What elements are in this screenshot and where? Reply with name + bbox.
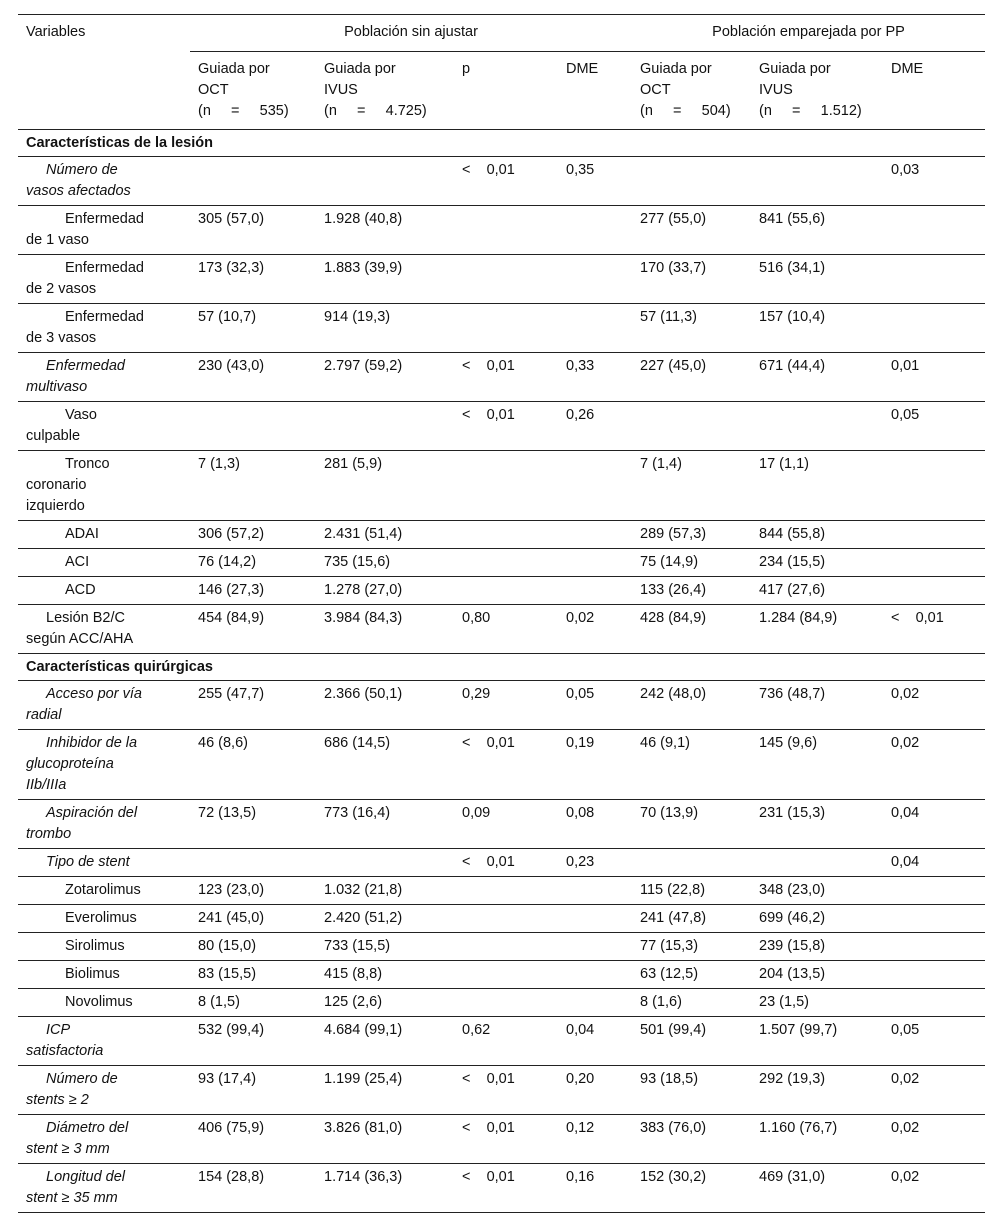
section-surgical-characteristics: [18, 654, 985, 681]
cell-oct-unadjusted: 154 (28,8): [190, 1164, 316, 1213]
row-variable-line: Número de: [46, 1071, 118, 1087]
cell-dme-matched: 0,04: [883, 800, 985, 849]
cell-oct-unadjusted: 57 (10,7): [190, 304, 316, 353]
cell-oct-matched: 383 (76,0): [632, 1115, 751, 1164]
row-variable: [18, 157, 190, 206]
cell-dme-unadjusted: [558, 521, 632, 549]
cell-dme-unadjusted: 0,19: [558, 730, 632, 800]
cell-dme-matched: 0,05: [883, 1017, 985, 1066]
cell-ivus-matched: 239 (15,8): [751, 933, 883, 961]
cell-ivus-unadjusted: [316, 157, 454, 206]
row-variable: [18, 933, 190, 961]
cell-dme-matched: [883, 577, 985, 605]
row-variable-line: Zotarolimus: [65, 882, 141, 898]
cell-ivus-unadjusted: 733 (15,5): [316, 933, 454, 961]
cell-oct-unadjusted: 7 (1,3): [190, 451, 316, 521]
cell-p-value: < 0,01: [454, 730, 558, 800]
cell-dme-matched: 0,05: [883, 402, 985, 451]
header-ivus-matched-line-1: Guiada por: [759, 61, 831, 77]
cell-dme-unadjusted: [558, 577, 632, 605]
row-variable: [18, 605, 190, 654]
table-row: [18, 1066, 985, 1115]
cell-oct-unadjusted: 230 (43,0): [190, 353, 316, 402]
cell-oct-unadjusted: [190, 157, 316, 206]
row-variable: [18, 877, 190, 905]
cell-ivus-unadjusted: 2.420 (51,2): [316, 905, 454, 933]
cell-dme-matched: < 0,01: [883, 605, 985, 654]
cell-ivus-matched: 844 (55,8): [751, 521, 883, 549]
row-variable-line: ADAI: [65, 526, 99, 542]
cell-dme-matched: [883, 521, 985, 549]
header-ivus-unadjusted-line-3: (n = 4.725): [324, 103, 427, 119]
cell-dme-unadjusted: [558, 255, 632, 304]
cell-oct-matched: [632, 157, 751, 206]
row-variable: [18, 577, 190, 605]
cell-ivus-unadjusted: 281 (5,9): [316, 451, 454, 521]
table-row: [18, 800, 985, 849]
cell-ivus-unadjusted: 1.928 (40,8): [316, 206, 454, 255]
cell-oct-unadjusted: 83 (15,5): [190, 961, 316, 989]
row-variable-line: Acceso por vía: [46, 686, 142, 702]
cell-p-value: [454, 521, 558, 549]
cell-ivus-unadjusted: 3.984 (84,3): [316, 605, 454, 654]
header-ivus-unadjusted: [316, 52, 454, 130]
cell-dme-matched: 0,01: [883, 353, 985, 402]
cell-dme-unadjusted: 0,16: [558, 1164, 632, 1213]
row-variable-line: Enfermedad: [65, 309, 144, 325]
cell-p-value: < 0,01: [454, 402, 558, 451]
cell-dme-matched: [883, 961, 985, 989]
row-variable: [18, 255, 190, 304]
cell-p-value: < 0,01: [454, 849, 558, 877]
cell-ivus-matched: 516 (34,1): [751, 255, 883, 304]
cell-oct-unadjusted: 406 (75,9): [190, 1115, 316, 1164]
row-variable-line: ACD: [65, 582, 96, 598]
row-variable-line: stents ≥ 2: [26, 1092, 89, 1108]
cell-oct-matched: 57 (11,3): [632, 304, 751, 353]
cell-dme-matched: [883, 451, 985, 521]
cell-dme-unadjusted: [558, 905, 632, 933]
cell-oct-unadjusted: 241 (45,0): [190, 905, 316, 933]
row-variable-line: radial: [26, 707, 62, 723]
cell-oct-unadjusted: 306 (57,2): [190, 521, 316, 549]
cell-p-value: [454, 255, 558, 304]
cell-dme-matched: 0,02: [883, 681, 985, 730]
header-ivus-matched: [751, 52, 883, 130]
row-variable-line: Vaso: [65, 407, 97, 423]
cell-p-value: [454, 577, 558, 605]
cell-ivus-unadjusted: 735 (15,6): [316, 549, 454, 577]
cell-p-value: 0,80: [454, 605, 558, 654]
row-variable: [18, 961, 190, 989]
cell-ivus-matched: 292 (19,3): [751, 1066, 883, 1115]
row-variable-line: según ACC/AHA: [26, 631, 134, 647]
cell-oct-matched: [632, 402, 751, 451]
cell-dme-unadjusted: [558, 989, 632, 1017]
cell-ivus-unadjusted: 2.431 (51,4): [316, 521, 454, 549]
table-row: [18, 255, 985, 304]
cell-dme-unadjusted: 0,35: [558, 157, 632, 206]
cell-oct-unadjusted: 93 (17,4): [190, 1066, 316, 1115]
cell-dme-unadjusted: 0,23: [558, 849, 632, 877]
cell-dme-unadjusted: 0,02: [558, 605, 632, 654]
cell-oct-unadjusted: 80 (15,0): [190, 933, 316, 961]
row-variable: [18, 549, 190, 577]
cell-dme-matched: 0,04: [883, 849, 985, 877]
row-variable-line: Novolimus: [65, 994, 133, 1010]
header-oct-unadjusted-line-1: Guiada por: [198, 61, 270, 77]
cell-p-value: < 0,01: [454, 1115, 558, 1164]
table-row: [18, 933, 985, 961]
table-row: [18, 1115, 985, 1164]
header-oct-unadjusted: [190, 52, 316, 130]
table-row: [18, 681, 985, 730]
header-blank: [18, 52, 190, 130]
cell-ivus-matched: 348 (23,0): [751, 877, 883, 905]
row-variable: [18, 989, 190, 1017]
cell-p-value: < 0,01: [454, 157, 558, 206]
cell-oct-matched: 227 (45,0): [632, 353, 751, 402]
row-variable-line: Enfermedad: [65, 211, 144, 227]
cell-oct-unadjusted: 123 (23,0): [190, 877, 316, 905]
cell-dme-unadjusted: 0,26: [558, 402, 632, 451]
cell-oct-matched: 289 (57,3): [632, 521, 751, 549]
cell-dme-unadjusted: [558, 549, 632, 577]
table-row: [18, 1017, 985, 1066]
cell-ivus-unadjusted: 125 (2,6): [316, 989, 454, 1017]
table-row: [18, 402, 985, 451]
row-variable-line: izquierdo: [26, 498, 85, 514]
cell-dme-matched: [883, 989, 985, 1017]
cell-ivus-matched: 469 (31,0): [751, 1164, 883, 1213]
cell-ivus-unadjusted: 3.826 (81,0): [316, 1115, 454, 1164]
cell-oct-matched: 8 (1,6): [632, 989, 751, 1017]
row-variable: [18, 800, 190, 849]
row-variable-line: Lesión B2/C: [46, 610, 125, 626]
row-variable-line: satisfactoria: [26, 1043, 104, 1059]
cell-oct-matched: 77 (15,3): [632, 933, 751, 961]
cell-oct-unadjusted: 454 (84,9): [190, 605, 316, 654]
cell-p-value: [454, 877, 558, 905]
row-variable-line: glucoproteína: [26, 756, 114, 772]
header-oct-matched-line-1: Guiada por: [640, 61, 712, 77]
cell-p-value: [454, 961, 558, 989]
row-variable-line: ACI: [65, 554, 90, 570]
row-variable-line: IIb/IIIa: [26, 777, 67, 793]
cell-dme-matched: 0,02: [883, 1164, 985, 1213]
header-oct-matched: [632, 52, 751, 130]
row-variable: [18, 1164, 190, 1213]
header-row-columns: [18, 52, 985, 130]
table-row: [18, 849, 985, 877]
table-row: [18, 353, 985, 402]
header-variables: Variables: [18, 15, 190, 52]
row-variable-line: Inhibidor de la: [46, 735, 138, 751]
cell-dme-matched: [883, 206, 985, 255]
cell-dme-matched: 0,02: [883, 1115, 985, 1164]
table-row: [18, 877, 985, 905]
cell-dme-unadjusted: [558, 877, 632, 905]
table-row: [18, 577, 985, 605]
table-row: [18, 521, 985, 549]
row-variable-line: stent ≥ 3 mm: [26, 1141, 110, 1157]
cell-ivus-matched: 234 (15,5): [751, 549, 883, 577]
header-ivus-unadjusted-line-2: IVUS: [324, 82, 358, 98]
cell-ivus-unadjusted: 914 (19,3): [316, 304, 454, 353]
cell-ivus-unadjusted: [316, 402, 454, 451]
cell-ivus-matched: 204 (13,5): [751, 961, 883, 989]
cell-dme-unadjusted: 0,20: [558, 1066, 632, 1115]
row-variable-line: de 2 vasos: [26, 281, 97, 297]
cell-dme-matched: [883, 549, 985, 577]
header-ivus-matched-line-3: (n = 1.512): [759, 103, 862, 119]
cell-oct-matched: 115 (22,8): [632, 877, 751, 905]
cell-dme-unadjusted: 0,12: [558, 1115, 632, 1164]
header-oct-matched-line-2: OCT: [640, 82, 671, 98]
header-dme-unadjusted: DME: [558, 52, 632, 130]
cell-ivus-unadjusted: 1.032 (21,8): [316, 877, 454, 905]
row-variable-line: vasos afectados: [26, 183, 131, 199]
row-variable-line: Longitud del: [46, 1169, 126, 1185]
cell-ivus-matched: 231 (15,3): [751, 800, 883, 849]
cell-oct-matched: 46 (9,1): [632, 730, 751, 800]
cell-dme-unadjusted: 0,08: [558, 800, 632, 849]
cell-dme-matched: [883, 905, 985, 933]
cell-oct-unadjusted: [190, 402, 316, 451]
cell-p-value: < 0,01: [454, 1164, 558, 1213]
row-variable: [18, 521, 190, 549]
cell-oct-matched: 7 (1,4): [632, 451, 751, 521]
row-variable: [18, 1115, 190, 1164]
table-row: [18, 989, 985, 1017]
row-variable: [18, 402, 190, 451]
cell-dme-unadjusted: 0,33: [558, 353, 632, 402]
row-variable-line: de 3 vasos: [26, 330, 97, 346]
header-oct-unadjusted-line-2: OCT: [198, 82, 229, 98]
cell-oct-matched: [632, 849, 751, 877]
row-variable-line: Diámetro del: [46, 1120, 129, 1136]
cell-ivus-unadjusted: 1.278 (27,0): [316, 577, 454, 605]
cell-oct-unadjusted: 46 (8,6): [190, 730, 316, 800]
table-row: [18, 304, 985, 353]
section-surgical-characteristics-label: Características quirúrgicas: [18, 654, 985, 681]
cell-oct-matched: 170 (33,7): [632, 255, 751, 304]
header-group-unadjusted: Población sin ajustar: [190, 15, 632, 52]
cell-oct-matched: 70 (13,9): [632, 800, 751, 849]
cell-oct-matched: 152 (30,2): [632, 1164, 751, 1213]
header-row-groups: [18, 15, 985, 52]
cell-ivus-matched: [751, 157, 883, 206]
table-row: [18, 905, 985, 933]
row-variable-line: Sirolimus: [65, 938, 125, 954]
header-oct-unadjusted-line-3: (n = 535): [198, 103, 289, 119]
row-variable: [18, 1017, 190, 1066]
cell-oct-matched: 133 (26,4): [632, 577, 751, 605]
cell-dme-matched: [883, 304, 985, 353]
row-variable-line: Everolimus: [65, 910, 137, 926]
cell-dme-matched: 0,02: [883, 730, 985, 800]
cell-p-value: [454, 933, 558, 961]
cell-ivus-unadjusted: 1.883 (39,9): [316, 255, 454, 304]
row-variable-line: coronario: [26, 477, 87, 493]
row-variable-line: stent ≥ 35 mm: [26, 1190, 118, 1206]
cell-oct-matched: 75 (14,9): [632, 549, 751, 577]
cell-dme-unadjusted: [558, 304, 632, 353]
cell-p-value: < 0,01: [454, 1066, 558, 1115]
row-variable: [18, 730, 190, 800]
row-variable: [18, 304, 190, 353]
cell-p-value: [454, 549, 558, 577]
row-variable: [18, 1066, 190, 1115]
row-variable-line: Enfermedad: [65, 260, 144, 276]
cell-dme-matched: [883, 255, 985, 304]
cell-ivus-unadjusted: 415 (8,8): [316, 961, 454, 989]
row-variable: [18, 206, 190, 255]
cell-oct-matched: 428 (84,9): [632, 605, 751, 654]
cell-ivus-matched: 417 (27,6): [751, 577, 883, 605]
row-variable: [18, 681, 190, 730]
cell-ivus-matched: 736 (48,7): [751, 681, 883, 730]
cell-oct-unadjusted: 173 (32,3): [190, 255, 316, 304]
section-lesion-characteristics: [18, 130, 985, 157]
cell-ivus-matched: 1.284 (84,9): [751, 605, 883, 654]
cell-p-value: [454, 206, 558, 255]
row-variable-line: ICP: [46, 1022, 71, 1038]
row-variable: [18, 905, 190, 933]
cell-ivus-unadjusted: 773 (16,4): [316, 800, 454, 849]
header-ivus-unadjusted-line-1: Guiada por: [324, 61, 396, 77]
cell-ivus-matched: 1.160 (76,7): [751, 1115, 883, 1164]
cell-ivus-unadjusted: 2.366 (50,1): [316, 681, 454, 730]
cell-ivus-unadjusted: 1.714 (36,3): [316, 1164, 454, 1213]
cell-dme-unadjusted: 0,04: [558, 1017, 632, 1066]
row-variable: [18, 849, 190, 877]
header-dme-matched: DME: [883, 52, 985, 130]
baseline-table-container: [18, 14, 985, 1213]
row-variable-line: Enfermedad: [46, 358, 125, 374]
cell-ivus-unadjusted: 1.199 (25,4): [316, 1066, 454, 1115]
cell-oct-unadjusted: 8 (1,5): [190, 989, 316, 1017]
table-row: [18, 451, 985, 521]
cell-ivus-unadjusted: 2.797 (59,2): [316, 353, 454, 402]
cell-dme-matched: [883, 877, 985, 905]
cell-ivus-matched: 145 (9,6): [751, 730, 883, 800]
cell-oct-unadjusted: 76 (14,2): [190, 549, 316, 577]
row-variable-line: Tipo de stent: [46, 854, 130, 870]
table-row: [18, 1164, 985, 1213]
row-variable-line: trombo: [26, 826, 72, 842]
cell-dme-matched: 0,02: [883, 1066, 985, 1115]
cell-ivus-matched: 671 (44,4): [751, 353, 883, 402]
cell-oct-unadjusted: 146 (27,3): [190, 577, 316, 605]
section-lesion-characteristics-label: Características de la lesión: [18, 130, 985, 157]
row-variable-line: de 1 vaso: [26, 232, 89, 248]
cell-ivus-unadjusted: [316, 849, 454, 877]
cell-p-value: [454, 905, 558, 933]
table-row: [18, 605, 985, 654]
cell-oct-matched: 63 (12,5): [632, 961, 751, 989]
cell-oct-unadjusted: 255 (47,7): [190, 681, 316, 730]
cell-p-value: [454, 989, 558, 1017]
cell-p-value: 0,62: [454, 1017, 558, 1066]
cell-dme-matched: 0,03: [883, 157, 985, 206]
cell-dme-unadjusted: [558, 961, 632, 989]
row-variable-line: culpable: [26, 428, 81, 444]
cell-oct-unadjusted: [190, 849, 316, 877]
cell-oct-matched: 242 (48,0): [632, 681, 751, 730]
cell-p-value: [454, 451, 558, 521]
header-p: p: [454, 52, 558, 130]
row-variable-line: Tronco: [65, 456, 110, 472]
cell-oct-matched: 241 (47,8): [632, 905, 751, 933]
cell-ivus-unadjusted: 686 (14,5): [316, 730, 454, 800]
cell-dme-unadjusted: [558, 206, 632, 255]
cell-dme-matched: [883, 933, 985, 961]
cell-oct-unadjusted: 532 (99,4): [190, 1017, 316, 1066]
cell-ivus-matched: 841 (55,6): [751, 206, 883, 255]
cell-oct-matched: 501 (99,4): [632, 1017, 751, 1066]
header-group-matched: Población emparejada por PP: [632, 15, 985, 52]
cell-dme-unadjusted: [558, 933, 632, 961]
cell-ivus-matched: 699 (46,2): [751, 905, 883, 933]
cell-p-value: 0,29: [454, 681, 558, 730]
table-row: [18, 206, 985, 255]
cell-ivus-matched: 1.507 (99,7): [751, 1017, 883, 1066]
table-row: [18, 730, 985, 800]
cell-p-value: 0,09: [454, 800, 558, 849]
cell-ivus-unadjusted: 4.684 (99,1): [316, 1017, 454, 1066]
cell-oct-unadjusted: 305 (57,0): [190, 206, 316, 255]
cell-ivus-matched: 17 (1,1): [751, 451, 883, 521]
table-row: [18, 961, 985, 989]
row-variable: [18, 451, 190, 521]
cell-oct-unadjusted: 72 (13,5): [190, 800, 316, 849]
row-variable-line: Biolimus: [65, 966, 120, 982]
header-oct-matched-line-3: (n = 504): [640, 103, 731, 119]
row-variable: [18, 353, 190, 402]
row-variable-line: Aspiración del: [46, 805, 138, 821]
cell-ivus-matched: [751, 849, 883, 877]
cell-ivus-matched: 23 (1,5): [751, 989, 883, 1017]
cell-ivus-matched: [751, 402, 883, 451]
cell-p-value: < 0,01: [454, 353, 558, 402]
row-variable-line: Número de: [46, 162, 118, 178]
header-ivus-matched-line-2: IVUS: [759, 82, 793, 98]
baseline-characteristics-table: [18, 14, 985, 1213]
table-row: [18, 549, 985, 577]
cell-oct-matched: 277 (55,0): [632, 206, 751, 255]
cell-dme-unadjusted: [558, 451, 632, 521]
cell-ivus-matched: 157 (10,4): [751, 304, 883, 353]
cell-p-value: [454, 304, 558, 353]
table-row: [18, 157, 985, 206]
cell-oct-matched: 93 (18,5): [632, 1066, 751, 1115]
row-variable-line: multivaso: [26, 379, 88, 395]
cell-dme-unadjusted: 0,05: [558, 681, 632, 730]
